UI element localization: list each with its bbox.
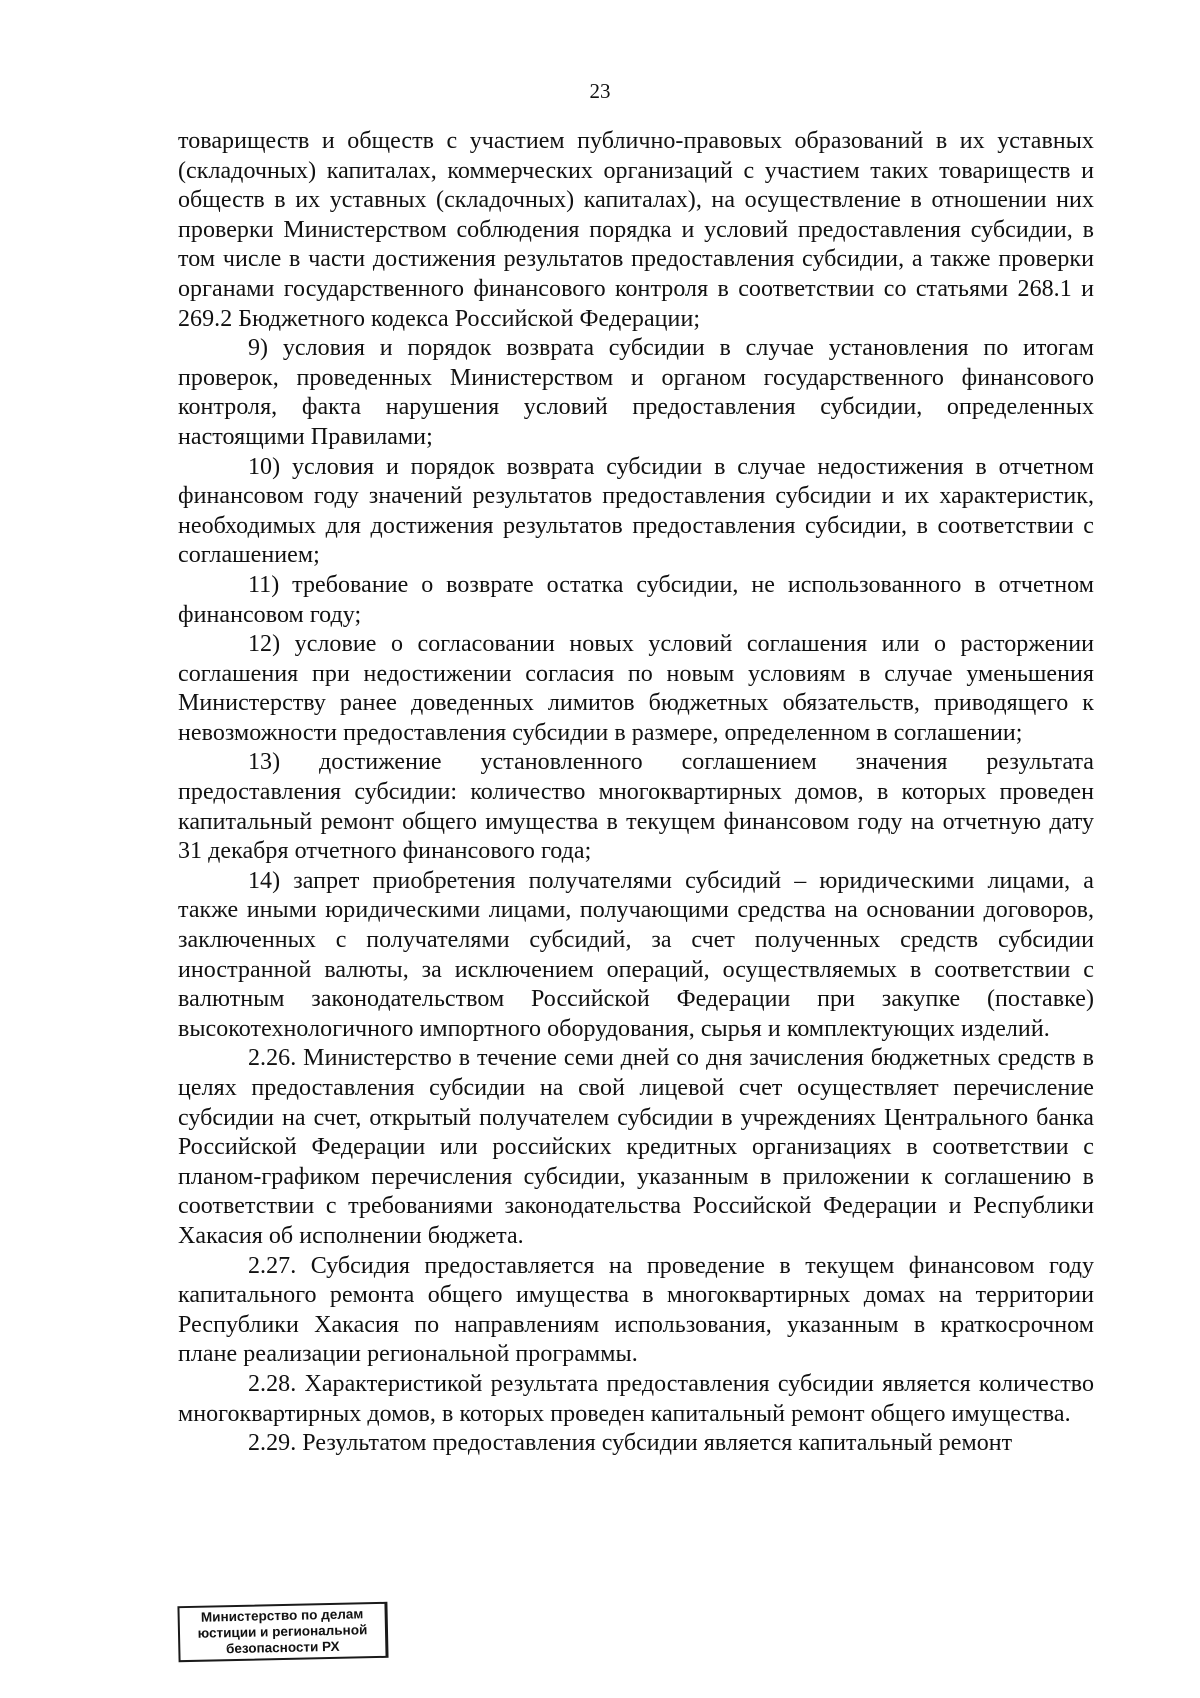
paragraph-item-13: 13) достижение установленного соглашением значения результата предоставления субсидии: количество многоквартирных домов, в которых проведен капитальный ремонт общего имущества в текущем финансовом году на отчетную дату 31 декабря отчетного финансового года; [178, 749, 1094, 865]
paragraph-2-26: 2.26. Министерство в течение семи дней со дня зачисления бюджетных средств в целях предоставления субсидии на свой лицевой счет осуществляет перечисление субсидии на счет, открытый получателем субсидии в учреждениях Центрального банка Российской Федерации или российских кредитных организациях в соответствии с планом-графиком перечисления субсидии, указанным в приложении к соглашению в соответствии с требованиями законодательства Российской Федерации и Республики Хакасия об исполнении бюджета. [178, 1045, 1094, 1249]
paragraph-item-14: 14) запрет приобретения получателями субсидий – юридическими лицами, а также иными юридическими лицами, получающими средства на основании договоров, заключенных с получателями субсидий, за счет полученных средств субсидии иностранной валюты, за исключением операций, осуществляемых в соответствии с валютным законодательством Российской Федерации при закупке (поставке) высокотехнологичного импортного оборудования, сырья и комплектующих изделий. [178, 867, 1094, 1042]
document-body [178, 127, 1094, 1459]
paragraph-item-11: 11) требование о возврате остатка субсидии, не использованного в отчетном финансовом году; [178, 571, 1094, 628]
paragraph-2-27: 2.27. Субсидия предоставляется на проведение в текущем финансовом году капитального ремонта общего имущества в многоквартирных домах на территории Республики Хакасия по направлениям использования, указанным в краткосрочном плане реализации региональной программы. [178, 1252, 1094, 1368]
paragraph-item-10: 10) условия и порядок возврата субсидии в случае недостижения в отчетном финансовом году значений результатов предоставления субсидии и их характеристик, необходимых для достижения результатов предоставления субсидии, в соответствии с соглашением; [178, 453, 1094, 569]
stamp-line-3: безопасности РХ [225, 1638, 340, 1657]
paragraph-continuation: товариществ и обществ с участием публично-правовых образований в их уставных (складочных) капиталах, коммерческих организаций с участием таких товариществ и обществ в их уставных (складочных) капиталах), на осуществление в отношении них проверки Министерством соблюдения порядка и условий предоставления субсидии, в том числе в части достижения результатов предоставления субсидии, а также проверки органами государственного финансового контроля в соответствии со статьями 268.1 и 269.2 Бюджетного кодекса Российской Федерации; [178, 128, 1094, 332]
paragraph-2-29: 2.29. Результатом предоставления субсидии является капитальный ремонт [248, 1430, 1013, 1457]
stamp-line-1: Министерство по делам [200, 1606, 364, 1625]
paragraph-2-28: 2.28. Характеристикой результата предоставления субсидии является количество многоквартирных домов, в которых проведен капитальный ремонт общего имущества. [178, 1370, 1094, 1427]
paragraph-item-12: 12) условие о согласовании новых условий соглашения или о расторжении соглашения при недостижении согласия по новым условиям в случае уменьшения Министерству ранее доведенных лимитов бюджетных обязательств, приводящего к невозможности предоставления субсидии в размере, определенном в соглашении; [178, 631, 1094, 746]
page-number: 23 [589, 79, 611, 103]
stamp-line-2: юстиции и региональной [197, 1622, 368, 1641]
ministry-stamp [177, 1602, 388, 1662]
paragraph-item-9: 9) условия и порядок возврата субсидии в случае установления по итогам проверок, проведенных Министерством и органом государственного финансового контроля, факта нарушения условий предоставления субсидии, определенных настоящими Правилами; [178, 335, 1094, 450]
